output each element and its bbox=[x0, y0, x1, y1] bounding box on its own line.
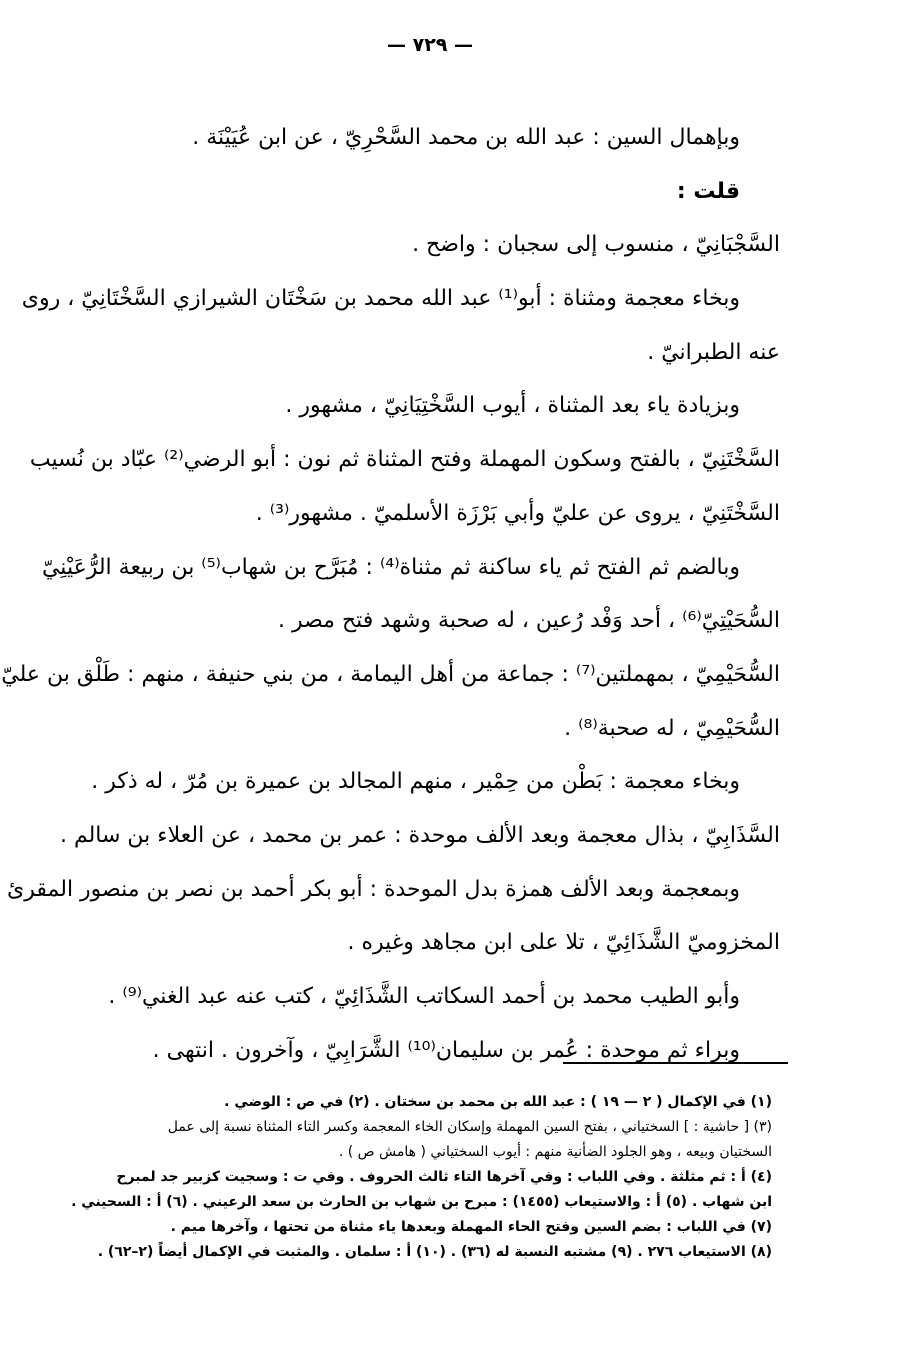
text-line: وأبو الطيب محمد بن أحمد السكاتب الشَّذَائِيّ ، كتب عنه عبد الغني⁽⁹⁾ . bbox=[108, 984, 740, 1009]
footnote-text: (٣) [ حاشية : ] السختياني ، بفتح السين المهملة وإسكان الخاء المعجمة وكسر التاء المثناة bbox=[256, 1119, 772, 1135]
text-line: عنه الطبرانيّ . bbox=[647, 339, 780, 365]
footnote-line bbox=[62, 1140, 772, 1165]
footnote-text: السختيان وبيعه ، وهو الجلود الضأنية منهم : أيوب السختياني ( هامش ص ) . bbox=[338, 1144, 772, 1160]
text-line: السُّحَيْتِيّ⁽⁶⁾ ، أحد وَفْد رُعين ، له صحبة وشهد فتح مصر . bbox=[277, 608, 780, 634]
footnote-text: (٤) أ : ثم مثلثة . وفي اللباب : وفي آخرها التاء ثالث الحروف . وفي ت : وسجيت كزبير جد لمبرح bbox=[116, 1169, 772, 1185]
footnotes bbox=[62, 1090, 772, 1265]
footnote-text: (٨) الاستيعاب ٢٧٦ . (٩) مشتبه النسبة له (٣٦) . (١٠) أ : سلمان . والمثبت في الإكمال أيضاً (٢–٦٢) . bbox=[97, 1244, 772, 1260]
footnote-text: (٧) في اللباب : بضم السين وفتح الحاء المهملة وبعدها ياء مثناة من تحتها ، وآخرها ميم . bbox=[170, 1219, 772, 1235]
footnote-line bbox=[62, 1165, 772, 1190]
text-line: السَّخْتَنِيّ ، يروى عن عليّ وأبي بَرْزَة الأسلميّ . مشهور⁽³⁾ . bbox=[255, 500, 780, 526]
footnote-line bbox=[62, 1090, 772, 1115]
text-line: السُّحَيْمِيّ ، له صحبة⁽⁸⁾ . bbox=[564, 715, 780, 741]
text-line: المخزوميّ الشَّذَائِيّ ، تلا على ابن مجاهد وغيره . bbox=[347, 930, 780, 956]
text-line: السُّحَيْمِيّ ، بمهملتين⁽⁷⁾ : جماعة من أهل اليمامة ، من بني حنيفة ، منهم : طَلْق بن عليّ bbox=[1, 661, 780, 687]
main-text bbox=[1, 118, 780, 1084]
footnote-line bbox=[62, 1115, 772, 1140]
section-heading: قلت : bbox=[676, 178, 740, 204]
text-line: وبراء ثم موحدة : عُمر بن سليمان⁽¹⁰⁾ الشَّرَابِيّ ، وآخرون . انتهى . bbox=[152, 1037, 740, 1063]
footnote-text: نسبة إلى عمل bbox=[167, 1119, 252, 1135]
text-line: وبخاء معجمة ومثناة : أبو⁽¹⁾ عبد الله محمد بن سَخْتَان الشيرازي السَّخْتَانِيّ ، روى bbox=[21, 286, 740, 312]
footnote-line bbox=[62, 1190, 772, 1215]
footnote-line bbox=[62, 1240, 772, 1265]
text-line: السَّجْبَانِيّ ، منسوب إلى سجبان : واضح . bbox=[412, 232, 780, 258]
text-line: وبخاء معجمة : بَطْن من حِمْير ، منهم المجالد بن عميرة بن مُرّ ، له ذكر . bbox=[91, 769, 740, 795]
footnote-separator bbox=[563, 1062, 788, 1064]
footnote-text: (٢) في ص : الوضي . bbox=[224, 1094, 370, 1110]
text-line: السَّذَابِيّ ، بذال معجمة وبعد الألف موحدة : عمر بن محمد ، عن العلاء بن سالم . bbox=[59, 822, 780, 848]
footnote-text: ابن شهاب . (٥) أ : والاستيعاب (١٤٥٥) : مبرح بن شهاب بن الحارث بن سعد الرعيني . (٦) أ : السحيني . bbox=[71, 1194, 772, 1210]
text-line: وبإهمال السين : عبد الله بن محمد السَّحْرِيّ ، عن ابن عُيَيْنَة . bbox=[192, 125, 740, 150]
page-number: — ٧٢٩ — bbox=[386, 34, 474, 56]
text-line: وبالضم ثم الفتح ثم ياء ساكنة ثم مثناة⁽⁴⁾ : مُبَرَّح بن شهاب⁽⁵⁾ بن ربيعة الرُّعَيْنِيّ bbox=[41, 554, 740, 580]
text-line: السَّخْتَنِيّ ، بالفتح وسكون المهملة وفتح المثناة ثم نون : أبو الرضي⁽²⁾ عبّاد بن نُسيب bbox=[29, 447, 780, 473]
footnote-line bbox=[62, 1215, 772, 1240]
text-line: وبمعجمة وبعد الألف همزة بدل الموحدة : أبو بكر أحمد بن نصر بن منصور المقرئ bbox=[7, 876, 740, 902]
footnote-text: (١) في الإكمال ( ٢ — ١٩ ) : عبد الله بن محمد بن سختان . bbox=[374, 1094, 772, 1110]
text-line: وبزيادة ياء بعد المثناة ، أيوب السَّخْتِيَانِيّ ، مشهور . bbox=[285, 393, 740, 419]
